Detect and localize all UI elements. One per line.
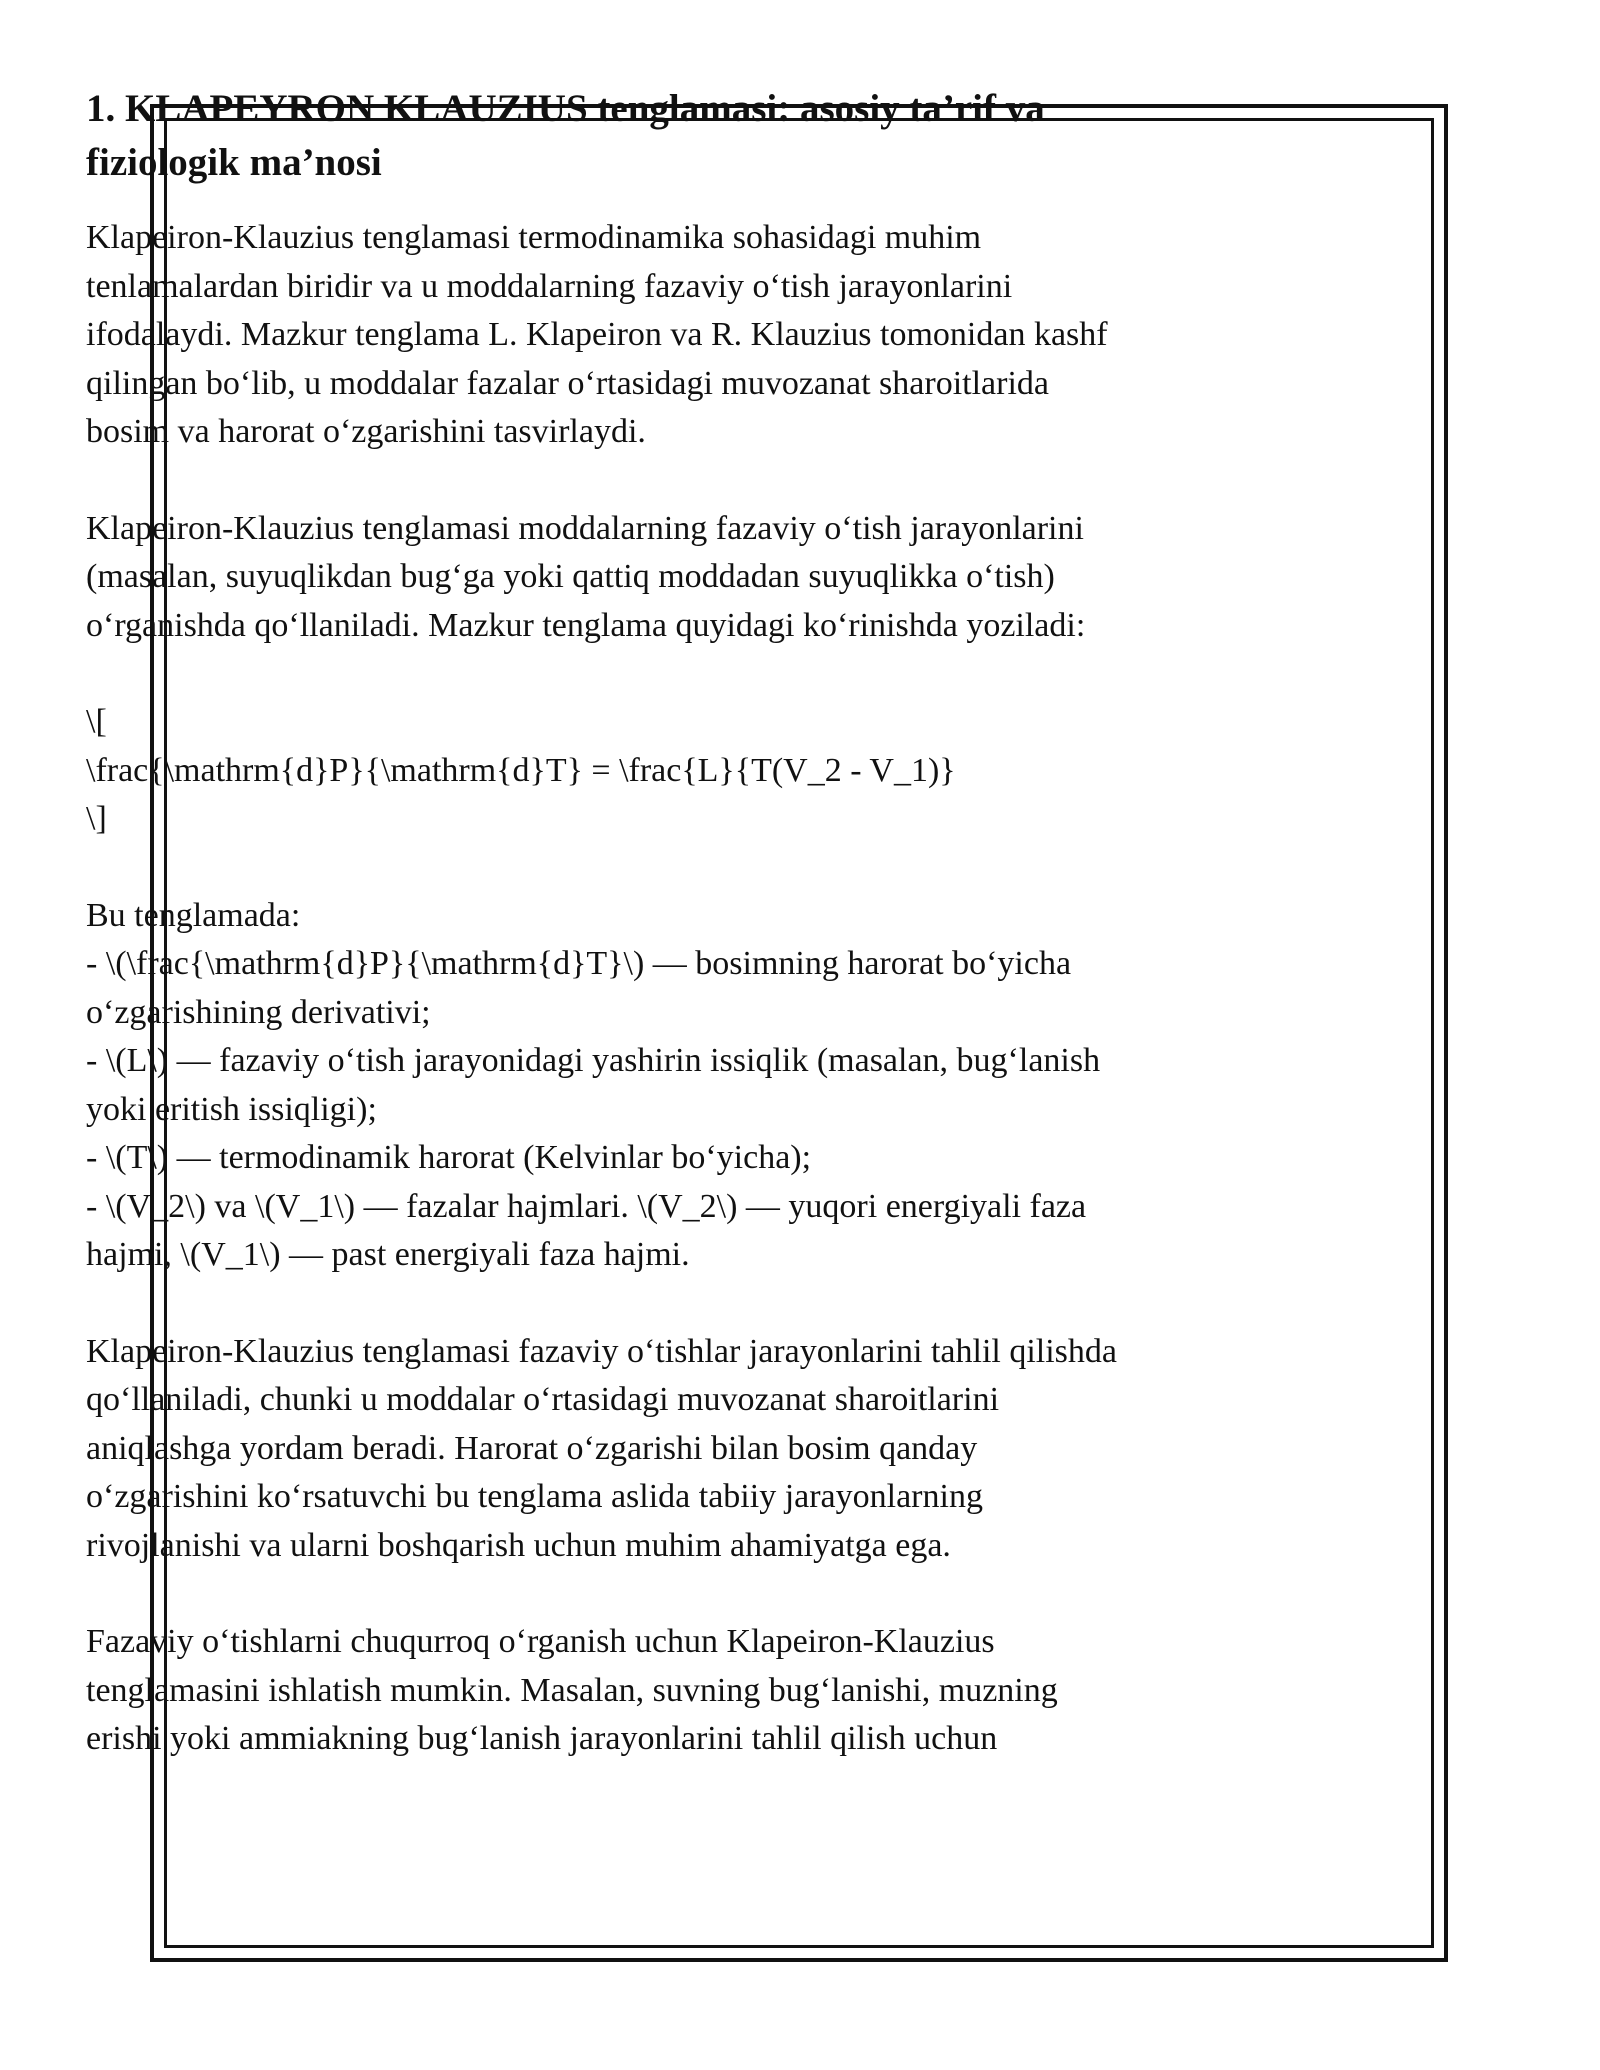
text-line: Bu tenglamada: [86, 896, 301, 934]
definition-item: - \(V_2\) va \(V_1\) — fazalar hajmlari. \(V_2\) — yuqori energiyali faza [86, 1187, 1087, 1225]
text-line: Klapeiron-Klauzius tenglamasi moddalarning fazaviy o‘tish jarayonlarini [86, 509, 1084, 547]
text-line: rivojlanishi va ularni boshqarish uchun muhim ahamiyatga ega. [86, 1526, 951, 1564]
text-line: qilingan bo‘lib, u moddalar fazalar o‘rtasidagi muvozanat sharoitlarida [86, 364, 1049, 402]
definition-item: - \(L\) — fazaviy o‘tish jarayonidagi yashirin issiqlik (masalan, bug‘lanish [86, 1042, 1101, 1079]
text-line: tenglamasini ishlatish mumkin. Masalan, suvning bug‘lanishi, muzning [86, 1671, 1058, 1709]
definition-item: - \(T\) — termodinamik harorat (Kelvinlar bo‘yicha); [86, 1139, 812, 1176]
definition-item: - \(\frac{\mathrm{d}P}{\mathrm{d}T}\) — bosimning harorat bo‘yicha [86, 945, 1072, 982]
paragraph-intro [86, 214, 1226, 457]
variable-definitions [86, 892, 1226, 1280]
text-line: qo‘llaniladi, chunki u moddalar o‘rtasidagi muvozanat sharoitlarini [86, 1381, 1000, 1418]
text-line: Klapeiron-Klauzius tenglamasi termodinamika sohasidagi muhim [86, 219, 982, 256]
paragraph-application [86, 1328, 1226, 1571]
text-line: yoki eritish issiqligi); [86, 1090, 377, 1128]
document-body [86, 82, 1226, 1812]
paragraph-usage [86, 505, 1226, 651]
text-line: hajmi, \(V_1\) — past energiyali faza hajmi. [86, 1236, 690, 1273]
text-line: (masalan, suyuqlikdan bug‘ga yoki qattiq moddadan suyuqlikka o‘tish) [86, 558, 1055, 595]
text-line: aniqlashga yordam beradi. Harorat o‘zgarishi bilan bosim qanday [86, 1429, 978, 1467]
text-line: o‘zgarishining derivativi; [86, 993, 431, 1031]
equation-line: \frac{\mathrm{d}P}{\mathrm{d}T} = \frac{L}{T(V_2 - V_1)} [86, 751, 956, 789]
equation-line: \[ [86, 703, 107, 740]
section-heading [86, 82, 1226, 190]
heading-line: 1. KLAPEYRON KLAUZIUS tenglamasi: asosiy ta’rif va [86, 87, 1045, 130]
equation-block [86, 698, 1226, 844]
text-line: tenlamalardan biridir va u moddalarning fazaviy o‘tish jarayonlarini [86, 267, 1013, 305]
text-line: erishi yoki ammiakning bug‘lanish jarayonlarini tahlil qilish uchun [86, 1720, 998, 1757]
text-line: o‘rganishda qo‘llaniladi. Mazkur tenglama quyidagi ko‘rinishda yoziladi: [86, 606, 1086, 644]
text-line: bosim va harorat o‘zgarishini tasvirlaydi. [86, 413, 646, 450]
text-line: Klapeiron-Klauzius tenglamasi fazaviy o‘tishlar jarayonlarini tahlil qilishda [86, 1332, 1118, 1370]
equation-line: \] [86, 800, 107, 837]
heading-line: fiziologik ma’nosi [86, 141, 382, 184]
text-line: ifodalaydi. Mazkur tenglama L. Klapeiron va R. Klauzius tomonidan kashf [86, 316, 1108, 353]
text-line: o‘zgarishini ko‘rsatuvchi bu tenglama aslida tabiiy jarayonlarning [86, 1478, 983, 1515]
text-line: Fazaviy o‘tishlarni chuqurroq o‘rganish uchun Klapeiron-Klauzius [86, 1623, 995, 1660]
paragraph-examples [86, 1618, 1226, 1764]
